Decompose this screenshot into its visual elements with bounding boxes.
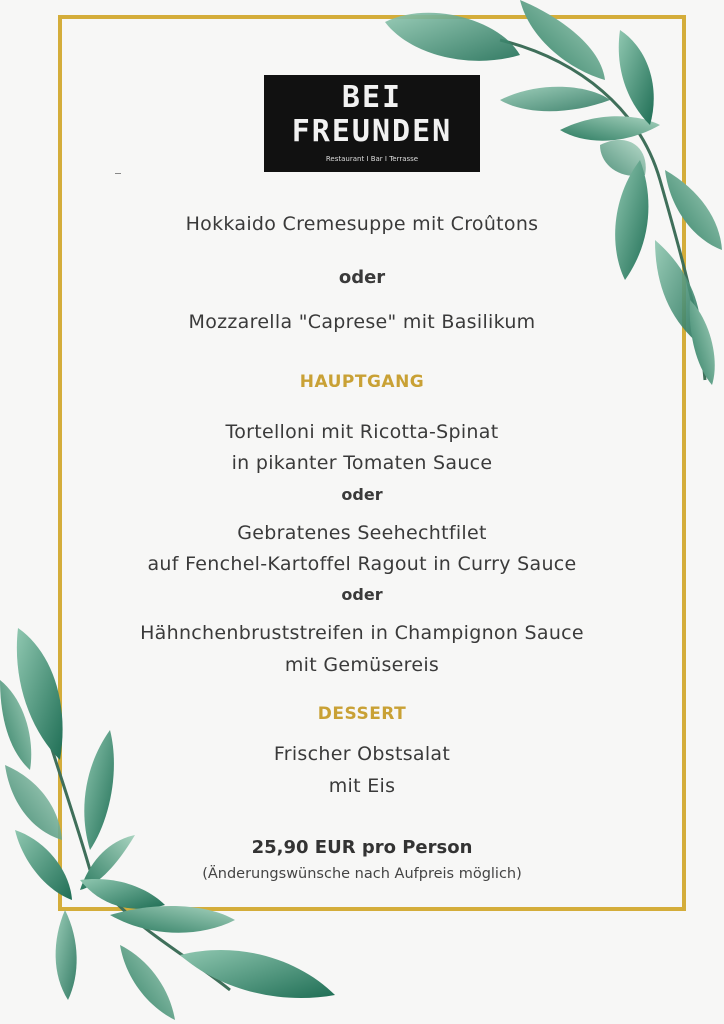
starter-2: Mozzarella "Caprese" mit Basilikum xyxy=(188,311,536,333)
section-heading-dessert: DESSERT xyxy=(317,704,407,724)
price-note: (Änderungswünsche nach Aufpreis möglich) xyxy=(202,866,522,882)
dessert-line-1: Frischer Obstsalat xyxy=(273,743,451,765)
main-3-line-2: mit Gemüsereis xyxy=(284,654,440,676)
or-separator-3: oder xyxy=(341,585,383,604)
or-separator-1: oder xyxy=(338,267,386,288)
main-2-line-2: auf Fenchel-Kartoffel Ragout in Curry Sauce xyxy=(147,553,577,575)
price: 25,90 EUR pro Person xyxy=(251,837,473,858)
restaurant-logo xyxy=(264,75,480,172)
logo-line-2: FREUNDEN xyxy=(291,114,453,149)
divider xyxy=(115,173,121,174)
dessert-line-2: mit Eis xyxy=(328,775,396,797)
starter-1: Hokkaido Cremesuppe mit Croûtons xyxy=(185,213,539,235)
logo-line-1: BEI xyxy=(341,80,403,115)
main-1-line-1: Tortelloni mit Ricotta-Spinat xyxy=(225,421,499,443)
section-heading-main: HAUPTGANG xyxy=(299,372,425,392)
main-1-line-2: in pikanter Tomaten Sauce xyxy=(231,452,493,474)
main-3-line-1: Hähnchenbruststreifen in Champignon Sauce xyxy=(140,622,584,644)
main-2-line-1: Gebratenes Seehechtfilet xyxy=(237,522,487,544)
logo-tagline: Restaurant I Bar I Terrasse xyxy=(325,155,419,163)
or-separator-2: oder xyxy=(341,485,383,504)
